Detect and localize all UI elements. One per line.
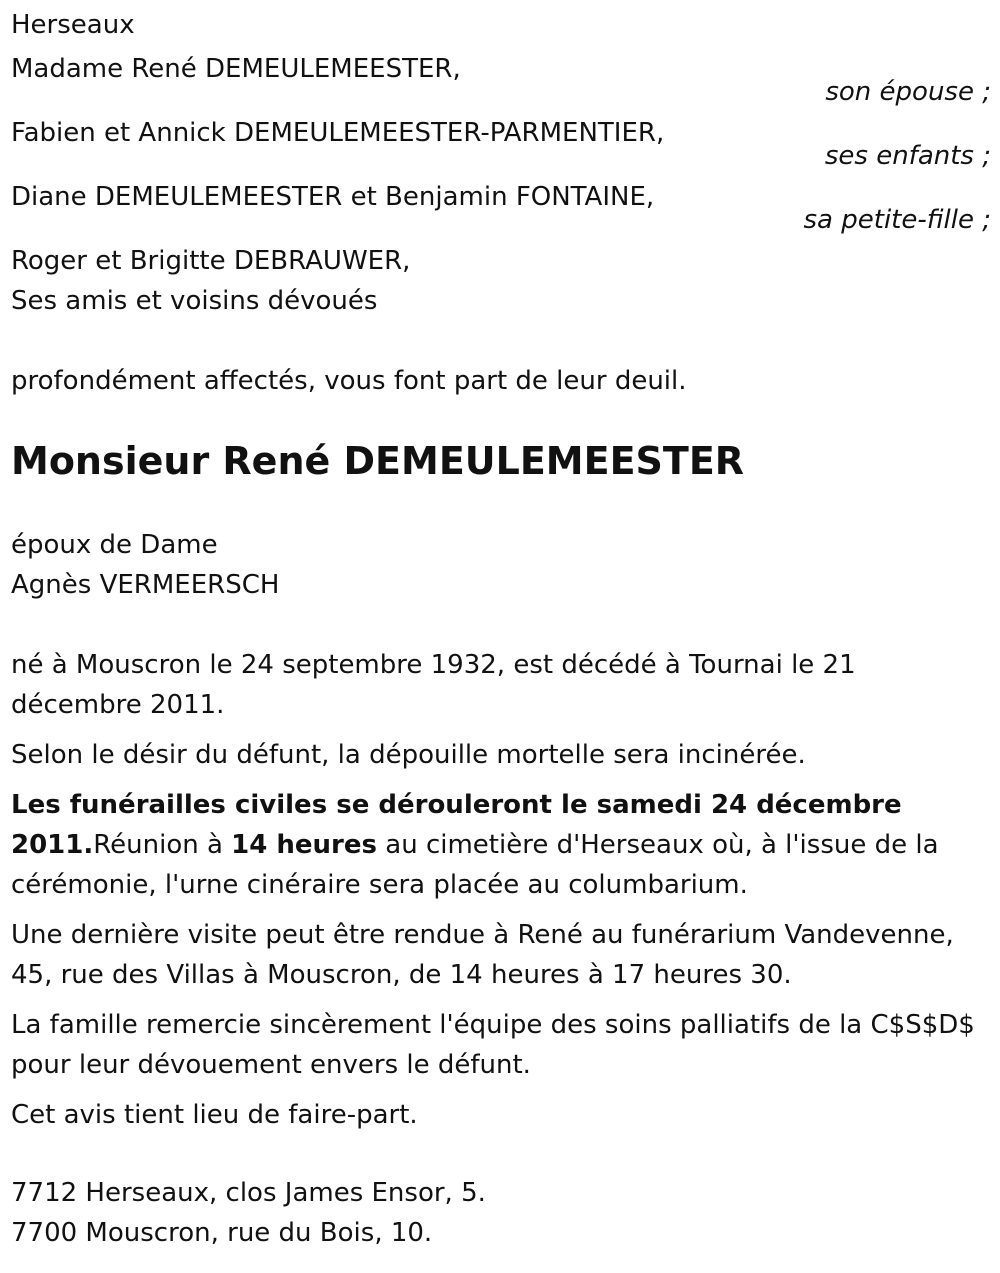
announcement-text: profondément affectés, vous font part de leur deuil. — [11, 366, 687, 396]
thanks-paragraph: La famille remercie sincèrement l'équipe des soins palliatifs de la C$S$D$ pour leur dévouement envers le défunt. — [11, 1010, 975, 1080]
address-line: 7700 Mouscron, rue du Bois, 10. — [11, 1218, 433, 1248]
other-mourners: Roger et Brigitte DEBRAUWER, — [11, 246, 411, 276]
birth-death-paragraph: né à Mouscron le 24 septembre 1932, est décédé à Tournai le 21 décembre 2011. — [11, 650, 856, 720]
family-member-names: Madame René DEMEULEMEESTER, — [11, 54, 461, 84]
spouse-line: époux de Dame — [11, 530, 218, 560]
family-member-role: son épouse ; — [825, 77, 991, 107]
family-member-role: ses enfants ; — [824, 141, 991, 171]
family-member-names: Fabien et Annick DEMEULEMEESTER-PARMENTIER, — [11, 118, 665, 148]
family-member — [11, 49, 991, 109]
cremation-paragraph: Selon le désir du défunt, la dépouille mortelle sera incinérée. — [11, 740, 806, 770]
meeting-time: 14 heures — [231, 830, 377, 860]
family-member-names: Diane DEMEULEMEESTER et Benjamin FONTAINE, — [11, 182, 655, 212]
family-member — [11, 113, 991, 173]
spouse-name: Agnès VERMEERSCH — [11, 570, 280, 600]
funeral-paragraph — [11, 785, 991, 905]
family-member — [11, 177, 991, 237]
place-heading: Herseaux — [11, 10, 135, 40]
family-member-role: sa petite-fille ; — [803, 205, 991, 235]
deceased-name: Monsieur René DEMEULEMEESTER — [11, 439, 745, 483]
other-mourners: Ses amis et voisins dévoués — [11, 286, 378, 316]
notice-paragraph: Cet avis tient lieu de faire-part. — [11, 1100, 418, 1130]
obituary-notice — [11, 5, 991, 1253]
address-line: 7712 Herseaux, clos James Ensor, 5. — [11, 1178, 486, 1208]
funeral-date: Les funérailles civiles se dérouleront le samedi 24 décembre 2011. — [11, 790, 902, 860]
visit-paragraph: Une dernière visite peut être rendue à René au funérarium Vandevenne, 45, rue des Villas à Mouscron, de 14 heures à 17 heures 30. — [11, 920, 954, 990]
meeting-details: au cimetière d'Herseaux où, à l'issue de la cérémonie, l'urne cinéraire sera placée au columbarium. — [11, 830, 939, 900]
meeting-prefix: Réunion à — [93, 830, 232, 860]
